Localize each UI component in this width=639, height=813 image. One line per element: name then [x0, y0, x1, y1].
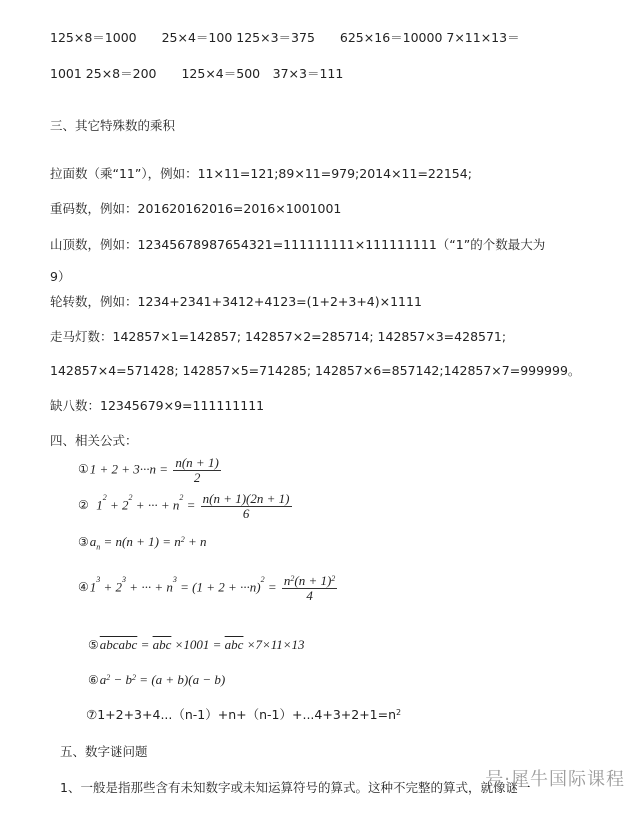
formula-3: $③a_n = n(n + 1) = n^2 + n$ [78, 534, 207, 552]
text-line-1: 125×8＝1000 25×4＝100 125×3＝375 625×16＝10000 7×11×13＝ [50, 30, 520, 45]
text-line-lamian: 拉面数（乘“11”），例如：11×11=121;89×11=979;2014×11=22154; [50, 166, 472, 181]
text-line-zoumadeng-1: 走马灯数：142857×1=142857; 142857×2=285714; 142857×3=428571; [50, 329, 507, 344]
watermark: 号·犀牛国际课程 [485, 769, 625, 790]
text-line-zoumadeng-2: 142857×4=571428; 142857×5=714285; 142857×6=857142;142857×7=999999。 [50, 363, 581, 378]
section-heading-3: 三、其它特殊数的乘积 [50, 118, 176, 133]
text-line-2: 1001 25×8＝200 125×4＝500 37×3＝111 [50, 66, 344, 81]
formula-2: ② $1^2 + 2^2$ + ··· + $n^2$ = $\frac{n(n + 1)(2n + 1)}{6}$ [78, 491, 290, 521]
formula-1: ①1 + 2 + 3···n = $\frac{n(n + 1)}{2}$ [78, 455, 219, 485]
text-line-lunzhuan: 轮转数，例如：1234+2341+3412+4123=(1+2+3+4)×1111 [50, 294, 422, 309]
formula-4: $④1^3 + 2^3$ + ··· + $n^3 = (1 + 2 + \cdot\cdot\cdot n)^2$ = $\frac{n^2(n + 1)^2}{4}$ [78, 573, 336, 603]
formula-7: $⑦1+2+3+4...(n-1)+n+(n-1)+...4+3+2+1=n^2$ [86, 707, 402, 722]
section-heading-4: 四、相关公式： [50, 433, 138, 448]
text-line-shuzimi: 1、一般是指那些含有未知数字或未知运算符号的算式。这种不完整的算式，就像谜一 [60, 780, 531, 795]
text-line-queba: 缺八数：12345679×9=111111111 [50, 398, 265, 413]
formula-6: $⑥a^2 - b^2 = (a + b)(a - b)$ [88, 672, 226, 687]
text-line-shanding: 山顶数，例如：12345678987654321=111111111×111111111（“1”的个数最大为 [50, 237, 546, 252]
formula-5: ⑤abcabc = $\overline{abc} \times 1001 = \overline{abc} \times 7\times 11\times 13$ [88, 637, 305, 652]
text-line-chongma: 重码数，例如：201620162016=2016×1001001 [50, 201, 342, 216]
section-heading-5: 五、数字谜问题 [60, 744, 148, 759]
text-line-shanding-cont: 9） [50, 269, 71, 284]
